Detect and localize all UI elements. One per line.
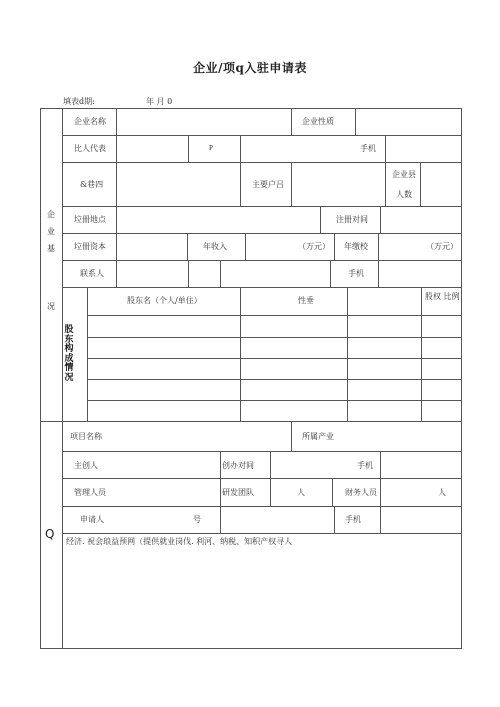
management-label: 管理人员: [74, 488, 106, 497]
cell-line: [355, 108, 356, 135]
unit-label: （万元）: [426, 242, 458, 251]
unit-label: （万元）: [298, 242, 330, 251]
shareholder-row-line: [87, 379, 462, 380]
cell-line: [380, 451, 381, 478]
mobile-label: 手机: [357, 461, 373, 470]
cell-line: [380, 506, 381, 533]
cell-line: [220, 451, 221, 478]
row-line: [62, 287, 462, 288]
cell-line: [385, 135, 386, 162]
fill-date-label: 填表d期:: [63, 97, 95, 106]
cell-line: [116, 233, 117, 260]
section2-label: Q: [45, 527, 55, 541]
cell-line: [420, 162, 421, 206]
row-line: [62, 478, 462, 479]
applicant-label: 申请人: [80, 515, 104, 524]
shareholder-row-line: [87, 358, 462, 359]
main-products-label: 主要户吕: [252, 180, 284, 189]
company-nature-label: 企业性质: [302, 117, 334, 126]
row-line: [62, 233, 462, 234]
cell-line: [220, 506, 221, 533]
cell-line: [188, 135, 189, 162]
mobile-label: 手机: [348, 269, 364, 278]
cell-line: [188, 260, 189, 287]
shareholder-nature-header: 性垂: [298, 296, 314, 305]
table-border-bottom: [40, 648, 462, 649]
cell-line: [187, 233, 188, 260]
founded-time-label: 创办对间: [222, 461, 254, 470]
cell-line: [334, 506, 335, 533]
legal-rep-label: 比人代表: [74, 144, 106, 153]
mobile-label: 手机: [345, 515, 361, 524]
cell-line: [116, 162, 117, 206]
cell-line: [380, 478, 381, 506]
row-line: [62, 506, 462, 507]
company-name-label: 企业名称: [74, 117, 106, 126]
industry-label: 所属产业: [302, 432, 334, 441]
annual-tax-label: 年缴校: [344, 242, 368, 251]
cell-line: [421, 287, 422, 421]
section1-label-char: 基: [47, 244, 55, 253]
section-divider: [40, 421, 462, 422]
reg-capital-label: 垃冊资本: [74, 242, 106, 251]
unit-people-label: 人: [438, 488, 446, 497]
mobile-label: 手机: [360, 144, 376, 153]
cell-line: [220, 478, 221, 506]
table-border-right: [461, 108, 462, 648]
annual-income-label: 年收入: [203, 242, 227, 251]
section1-label-char: 企: [47, 210, 55, 219]
fill-date-value: 年 月 0: [146, 97, 173, 106]
row-line: [62, 162, 462, 163]
cell-line: [240, 135, 241, 162]
cell-line: [116, 108, 117, 135]
shareholder-row-line: [87, 400, 462, 401]
benefits-label: 经济. 祝会琅益预网（提供就业岗伐. 利河、纳税、知积产权寻人: [66, 537, 293, 546]
row-line: [62, 260, 462, 261]
cell-line: [291, 108, 292, 135]
table-border-left: [40, 108, 41, 648]
cell-line: [116, 135, 117, 162]
rd-team-label: 研发团队: [222, 488, 254, 497]
cell-line: [380, 206, 381, 233]
cell-line: [116, 206, 117, 233]
cell-line: [347, 287, 348, 421]
shareholder-row-line: [87, 315, 462, 316]
unit-people-label: 人: [297, 488, 305, 497]
row-line: [62, 533, 462, 534]
mark-glyph: ₽: [209, 145, 213, 152]
cell-line: [270, 478, 271, 506]
shareholder-name-header: 股东名（个人/单住）: [127, 296, 202, 305]
contact-label: 联系人: [80, 269, 104, 278]
cell-line: [116, 260, 117, 287]
cell-line: [291, 162, 292, 206]
cell-line: [332, 478, 333, 506]
cell-line: [240, 287, 241, 421]
section-label-divider: [62, 108, 63, 648]
section1-label-char: 业: [47, 227, 55, 236]
id-number-label: 号: [193, 515, 201, 524]
row-line: [62, 451, 462, 452]
table-border-top: [40, 108, 462, 109]
section1-label-char: 况: [47, 302, 55, 311]
reg-address-label: 垃冊地点: [74, 215, 106, 224]
finance-staff-label: 财务人员: [345, 488, 377, 497]
employees-label-2: 人数: [396, 190, 412, 199]
row-line: [62, 135, 462, 136]
cell-line: [240, 162, 241, 206]
cell-line: [378, 233, 379, 260]
cell-line: [320, 206, 321, 233]
shareholder-row-line: [87, 337, 462, 338]
cell-line: [270, 451, 271, 478]
shareholders-side-label: 股东构成情况: [64, 325, 74, 383]
employees-label: 企业县: [392, 170, 416, 179]
founder-label: 主创人: [74, 461, 98, 470]
cell-line: [385, 162, 386, 206]
reg-time-label: 注冊对间: [336, 215, 368, 224]
equity-ratio-header: 股权 比例: [425, 292, 460, 301]
cell-line: [220, 260, 221, 287]
row-line: [62, 206, 462, 207]
cell-line: [245, 233, 246, 260]
cell-line: [330, 260, 331, 287]
cell-line: [378, 260, 379, 287]
project-name-label: 项目名称: [70, 432, 102, 441]
cell-line: [87, 287, 88, 421]
cell-line: [291, 421, 292, 451]
field3-label: &巷四: [80, 180, 104, 189]
form-title: 企业/项q入驻申请表: [193, 61, 307, 75]
cell-line: [334, 233, 335, 260]
